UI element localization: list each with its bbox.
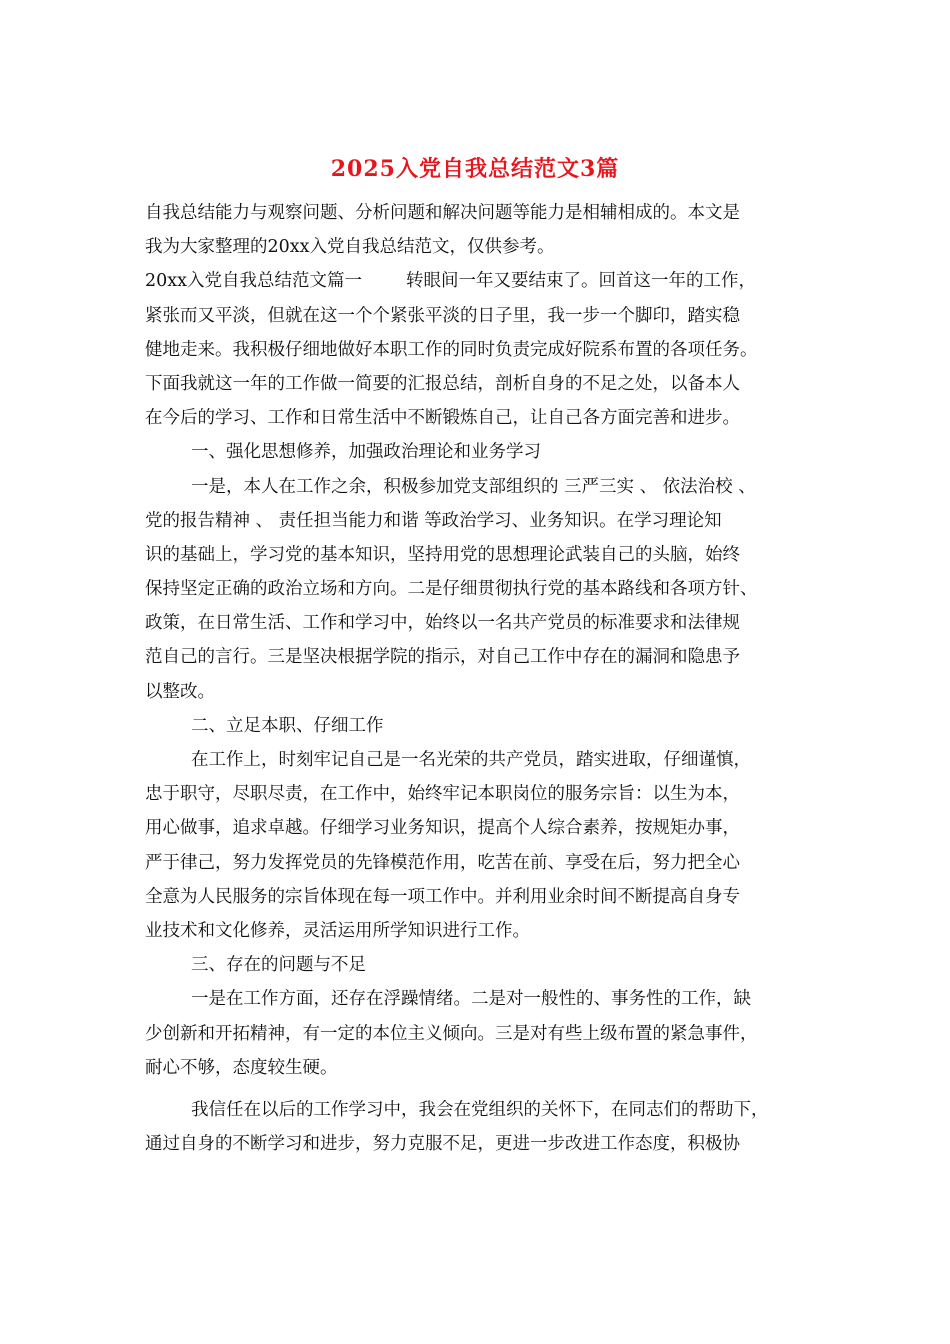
- paragraph-line: 识的基础上，学习党的基本知识，坚持用党的思想理论武装自己的头脑，始终: [145, 544, 740, 565]
- paragraph-line: 严于律己，努力发挥党员的先锋模范作用，吃苦在前、享受在后，努力把全心: [145, 852, 740, 873]
- paragraph-line: 保持坚定正确的政治立场和方向。二是仔细贯彻执行党的基本路线和各项方针、: [145, 579, 758, 600]
- document-title: 2025入党自我总结范文3篇: [330, 156, 620, 182]
- paragraph-line: 我信任在以后的工作学习中，我会在党组织的关怀下，在同志们的帮助下，: [191, 1099, 769, 1120]
- paragraph-line: 在工作上，时刻牢记自己是一名光荣的共产党员，踏实进取，仔细谨慎，: [191, 750, 751, 770]
- paragraph-line: 以整改。: [145, 681, 215, 702]
- paragraph-line: 范自己的言行。三是坚决根据学院的指示，对自己工作中存在的漏洞和隐患予: [145, 647, 740, 668]
- section-heading: 一、强化思想修养，加强政治理论和业务学习: [191, 442, 541, 463]
- paragraph-line: 健地走来。我积极仔细地做好本职工作的同时负责完成好院系布置的各项任务。: [145, 339, 758, 360]
- paragraph-text: 转眼间一年又要结束了。回首这一年的工作，: [406, 271, 757, 292]
- section-heading: 二、立足本职、仔细工作: [191, 715, 384, 736]
- paragraph-line: 业技术和文化修养，灵活运用所学知识进行工作。: [145, 920, 530, 941]
- document-body: [145, 196, 817, 1161]
- paragraph-line: 用心做事，追求卓越。仔细学习业务知识，提高个人综合素养，按规矩办事，: [145, 818, 740, 839]
- paragraph-line: 耐心不够，态度较生硬。: [145, 1057, 338, 1078]
- section-heading: 20xx入党自我总结范文篇一: [145, 271, 363, 292]
- paragraph-line: 党的报告精神 、 责任担当能力和谐 等政治学习、业务知识。在学习理论知: [145, 510, 722, 531]
- paragraph-line: 一是在工作方面，还存在浮躁情绪。二是对一般性的、事务性的工作，缺: [191, 989, 751, 1010]
- paragraph-line: 忠于职守，尽职尽责，在工作中，始终牢记本职岗位的服务宗旨：以生为本，: [145, 784, 740, 805]
- paragraph-line: 政策，在日常生活、工作和学习中，始终以一名共产党员的标准要求和法律规: [145, 613, 740, 634]
- paragraph-line: 全意为人民服务的宗旨体现在每一项工作中。并利用业余时间不断提高自身专: [145, 886, 740, 907]
- section-heading: 三、存在的问题与不足: [191, 955, 366, 976]
- paragraph-line: [145, 264, 817, 298]
- paragraph-line: 少创新和开拓精神，有一定的本位主义倾向。三是对有些上级布置的紧急事件，: [145, 1023, 758, 1044]
- paragraph-line: 下面我就这一年的工作做一简要的汇报总结，剖析自身的不足之处，以备本人: [145, 373, 740, 394]
- paragraph-line: 我为大家整理的20xx入党自我总结范文，仅供参考。: [145, 237, 555, 258]
- paragraph-line: 一是，本人在工作之余，积极参加党支部组织的 三严三实 、 依法治校 、: [191, 476, 756, 497]
- paragraph-line: 自我总结能力与观察问题、分析问题和解决问题等能力是相辅相成的。本文是: [145, 203, 740, 223]
- paragraph-line: 紧张而又平淡，但就在这一个个紧张平淡的日子里，我一步一个脚印，踏实稳: [145, 305, 740, 326]
- paragraph-line: 通过自身的不断学习和进步，努力克服不足，更进一步改进工作态度，积极协: [145, 1134, 740, 1155]
- paragraph-line: 在今后的学习、工作和日常生活中不断锻炼自己，让自己各方面完善和进步。: [145, 408, 740, 429]
